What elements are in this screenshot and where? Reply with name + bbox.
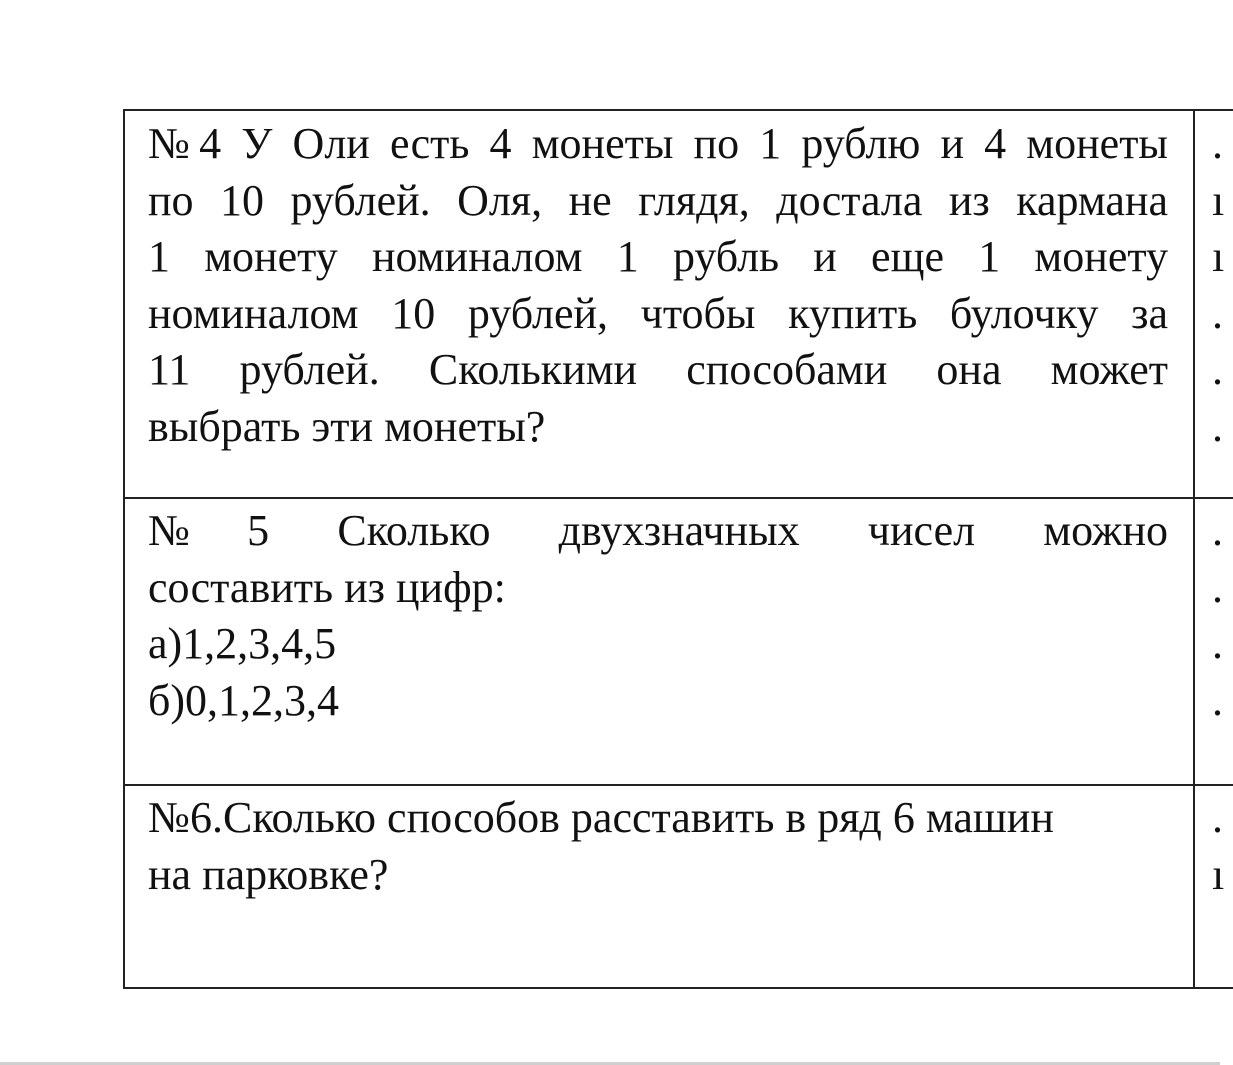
problem-4-line-1: №4 У Оли есть 4 монеты по 1 рублю и 4 монеты	[148, 119, 1168, 168]
problem-5-text	[148, 503, 1168, 729]
problem-5-option-a: а)1,2,3,4,5	[148, 619, 337, 668]
fragment: .	[1212, 401, 1223, 451]
fragment: .	[1212, 619, 1223, 668]
fragment: .	[1212, 675, 1223, 725]
problem-5-option-b: б)0,1,2,3,4	[148, 675, 340, 725]
fragment: .	[1212, 288, 1223, 338]
right-column-fragments-row3	[1212, 790, 1232, 903]
problem-4-line-6: выбрать эти монеты?	[148, 401, 546, 451]
problem-4-text	[148, 116, 1168, 455]
problem-6-text	[148, 790, 1168, 903]
problem-4-line-5: 11 рублей. Сколькими способами она может	[148, 345, 1168, 394]
row-divider-2	[123, 784, 1233, 786]
fragment: .	[1212, 793, 1223, 842]
problem-4-line-2: по 10 рублей. Оля, не глядя, достала из кармана	[148, 175, 1168, 225]
fragment: ı	[1212, 175, 1225, 225]
fragment: ı	[1212, 232, 1225, 281]
problem-5-line-1: №5 Сколько двухзначных чисел можно	[148, 506, 1168, 555]
problem-6-line-2: на парковке?	[148, 849, 389, 899]
fragment: .	[1212, 345, 1223, 394]
problem-4-line-4: номиналом 10 рублей, чтобы купить булочку за	[148, 288, 1168, 338]
fragment: ı	[1212, 849, 1225, 899]
problem-4-line-3: 1 монету номиналом 1 рубль и еще 1 монету	[148, 232, 1168, 281]
right-column-fragments-row2	[1212, 503, 1232, 729]
fragment: .	[1212, 119, 1223, 168]
column-divider	[1193, 109, 1195, 989]
fragment: .	[1212, 562, 1223, 612]
row-divider-1	[123, 497, 1233, 499]
problem-5-line-2: составить из цифр:	[148, 562, 506, 612]
fragment: .	[1212, 506, 1223, 555]
problem-6-line-1: №6.Сколько способов расставить в ряд 6 машин	[148, 793, 1054, 842]
right-column-fragments-row1	[1212, 116, 1232, 455]
